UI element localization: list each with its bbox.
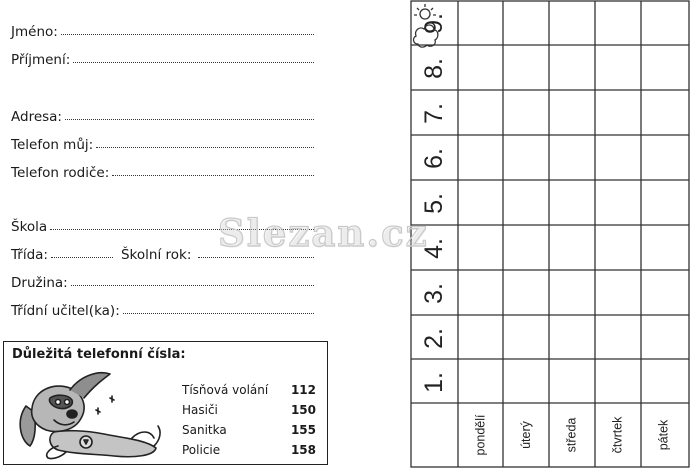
emergency-numbers-list [182,380,316,460]
emergency-numbers-box [3,341,328,465]
after-school-line[interactable] [71,285,314,286]
emergency-label: Tísňová volání [182,383,269,397]
timetable [410,0,690,468]
emergency-number: 150 [290,403,316,417]
hour-label-9: 9. [419,12,448,34]
my-phone-label: Telefon můj: [11,137,94,153]
school-year-label: Školní rok: [120,247,192,263]
school-year-line[interactable] [198,257,314,258]
emergency-label: Sanitka [182,423,227,437]
last-name-line[interactable] [73,62,314,63]
first-name-label: Jméno: [11,24,58,40]
hour-label-3: 3. [419,282,448,304]
emergency-number: 155 [290,423,316,437]
day-label-wednesday: středa [564,417,579,453]
hour-label-4: 4. [419,237,448,259]
dog-mascot-icon [14,368,164,462]
hour-label-6: 6. [419,147,448,169]
parent-phone-line[interactable] [112,175,314,176]
first-name-field[interactable] [11,18,314,40]
my-phone-line[interactable] [96,147,314,148]
emergency-label: Policie [182,443,221,457]
hour-label-7: 7. [419,102,448,124]
hour-label-8: 8. [419,57,448,79]
hour-label-2: 2. [419,327,448,349]
address-label: Adresa: [11,109,62,125]
last-name-field[interactable] [11,46,314,68]
teacher-field[interactable] [11,297,314,319]
cloud-sun-icon [410,0,440,50]
address-line[interactable] [65,119,314,120]
after-school-label: Družina: [11,275,68,291]
school-label: Škola [11,219,48,235]
emergency-row [182,440,316,460]
my-phone-field[interactable] [11,131,314,153]
emergency-row [182,380,316,400]
emergency-row [182,420,316,440]
day-label-monday: pondělí [473,414,488,456]
emergency-label: Hasiči [182,403,218,417]
parent-phone-field[interactable] [11,159,314,181]
watermark: Slezan.cz [218,211,429,255]
teacher-line[interactable] [123,313,314,314]
emergency-number: 158 [290,443,316,457]
class-label: Třída: [11,247,48,263]
day-label-thursday: čtvrtek [610,416,625,454]
last-name-label: Příjmení: [11,52,71,68]
after-school-field[interactable] [11,269,314,291]
day-label-tuesday: úterý [518,421,533,449]
teacher-label: Třídní učitel(ka): [11,303,120,319]
address-field[interactable] [11,103,314,125]
emergency-numbers-title: Důležitá telefonní čísla: [12,347,186,362]
emergency-number: 112 [290,383,316,397]
first-name-line[interactable] [61,34,314,35]
parent-phone-label: Telefon rodiče: [11,165,110,181]
class-line[interactable] [51,257,113,258]
hour-label-1: 1. [419,371,448,393]
day-label-friday: pátek [656,419,671,451]
emergency-row [182,400,316,420]
hour-label-5: 5. [419,192,448,214]
